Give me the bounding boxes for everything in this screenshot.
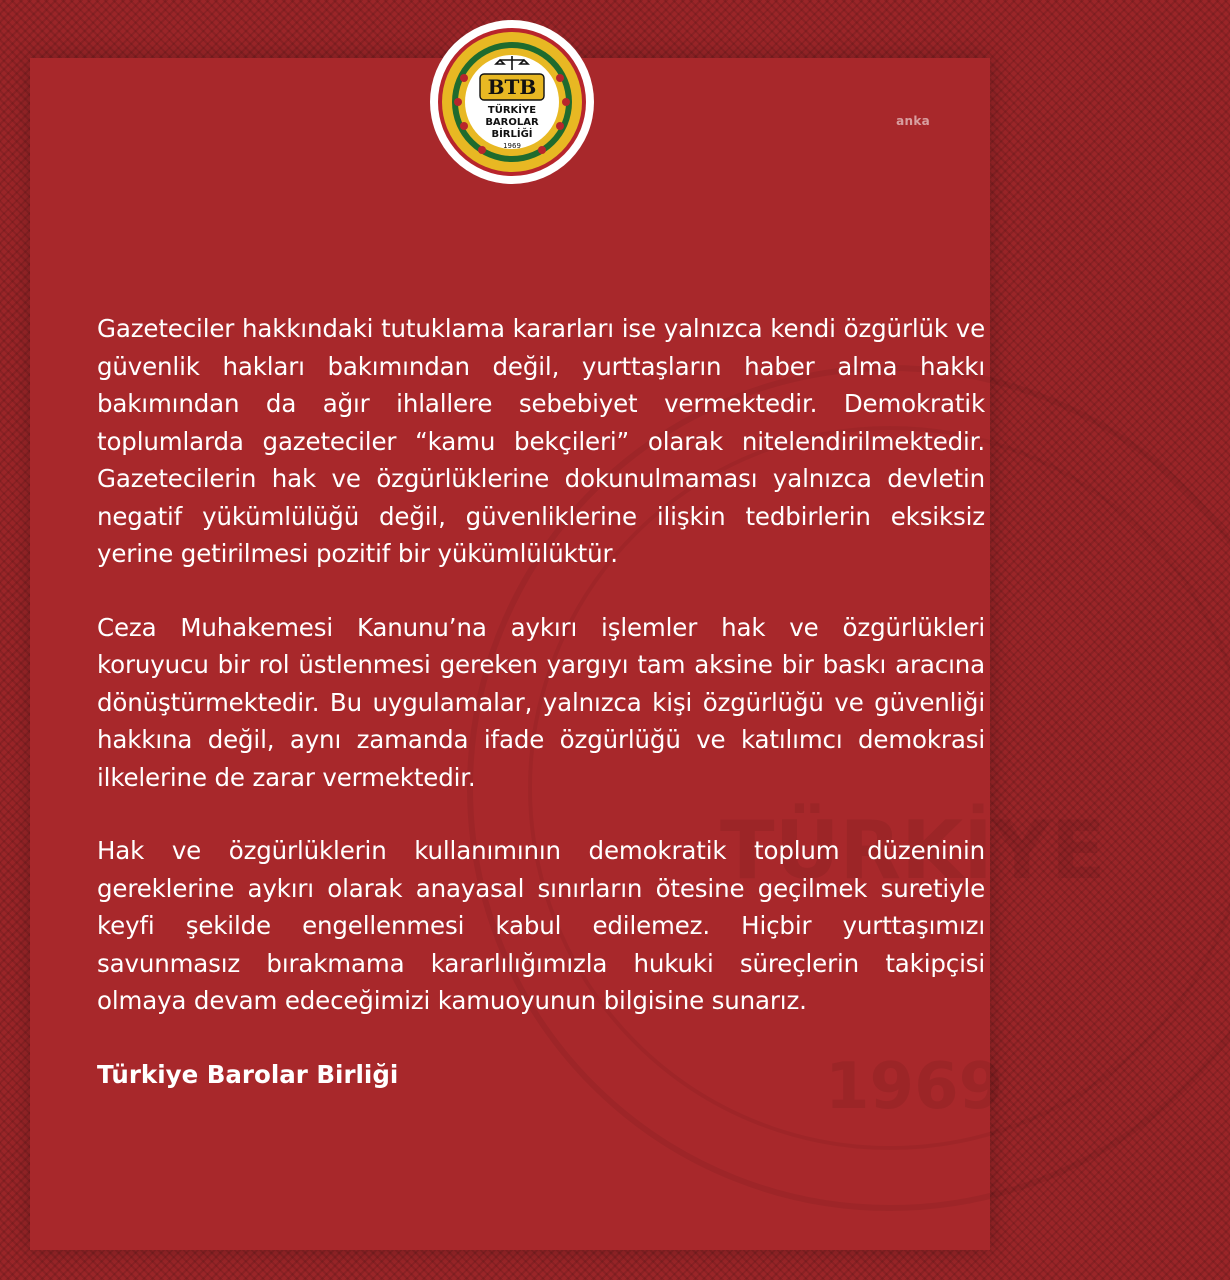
logo-monogram: BTB [487, 75, 537, 99]
statement-signature: Türkiye Barolar Birliği [97, 1059, 399, 1089]
statement-card [30, 58, 1106, 1250]
background-mark-title: TÜRKİYE [720, 804, 1106, 897]
tbb-logo [428, 18, 596, 186]
statement-body [97, 310, 985, 1093]
logo-line-3: BİRLİĞİ [491, 129, 533, 140]
logo-line-2: BAROLAR [485, 117, 539, 128]
anka-watermark-label: anka [896, 114, 930, 128]
background-mark-year: 1969 [825, 1050, 1004, 1124]
statement-paragraph-3: Hak ve özgürlüklerin kullanımının demokratik toplum düzeninin gereklerine aykırı olarak anayasal sınırların ötesine geçilmek suretiyle keyfi şekilde engellenmesi kabul edilemez. Hiçbir yurttaşımızı savunmasız bırakmama kararlılığımızla hukuki süreçlerin takipçisi olmaya devam edeceğimizi kamuoyunun bilgisine sunarız. [97, 836, 985, 1015]
logo-year: 1969 [503, 142, 521, 150]
statement-paragraph-1: Gazeteciler hakkındaki tutuklama kararları ise yalnızca kendi özgürlük ve güvenlik hakları bakımından değil, yurttaşların haber alma hakkı bakımından da ağır ihlallere sebebiyet vermektedir. Demokratik toplumlarda gazeteciler “kamu bekçileri” olarak nitelendirilmektedir. Gazetecilerin hak ve özgürlüklerine dokunulmaması yalnızca devletin negatif yükümlülüğü değil, güvenliklerine ilişkin tedbirlerin eksiksiz yerine getirilmesi pozitif bir yükümlülüktür. [97, 314, 985, 568]
statement-paragraph-2: Ceza Muhakemesi Kanunu’na aykırı işlemler hak ve özgürlükleri koruyucu bir rol üstlenmesi gereken yargıyı tam aksine bir baskı aracına dönüştürmektedir. Bu uygulamalar, yalnızca kişi özgürlüğü ve güvenliği hakkına değil, aynı zamanda ifade özgürlüğü ve katılımcı demokrasi ilkelerine de zarar vermektedir. [97, 612, 985, 792]
logo-line-1: TÜRKİYE [487, 105, 537, 116]
tbb-emblem-icon [428, 18, 596, 186]
